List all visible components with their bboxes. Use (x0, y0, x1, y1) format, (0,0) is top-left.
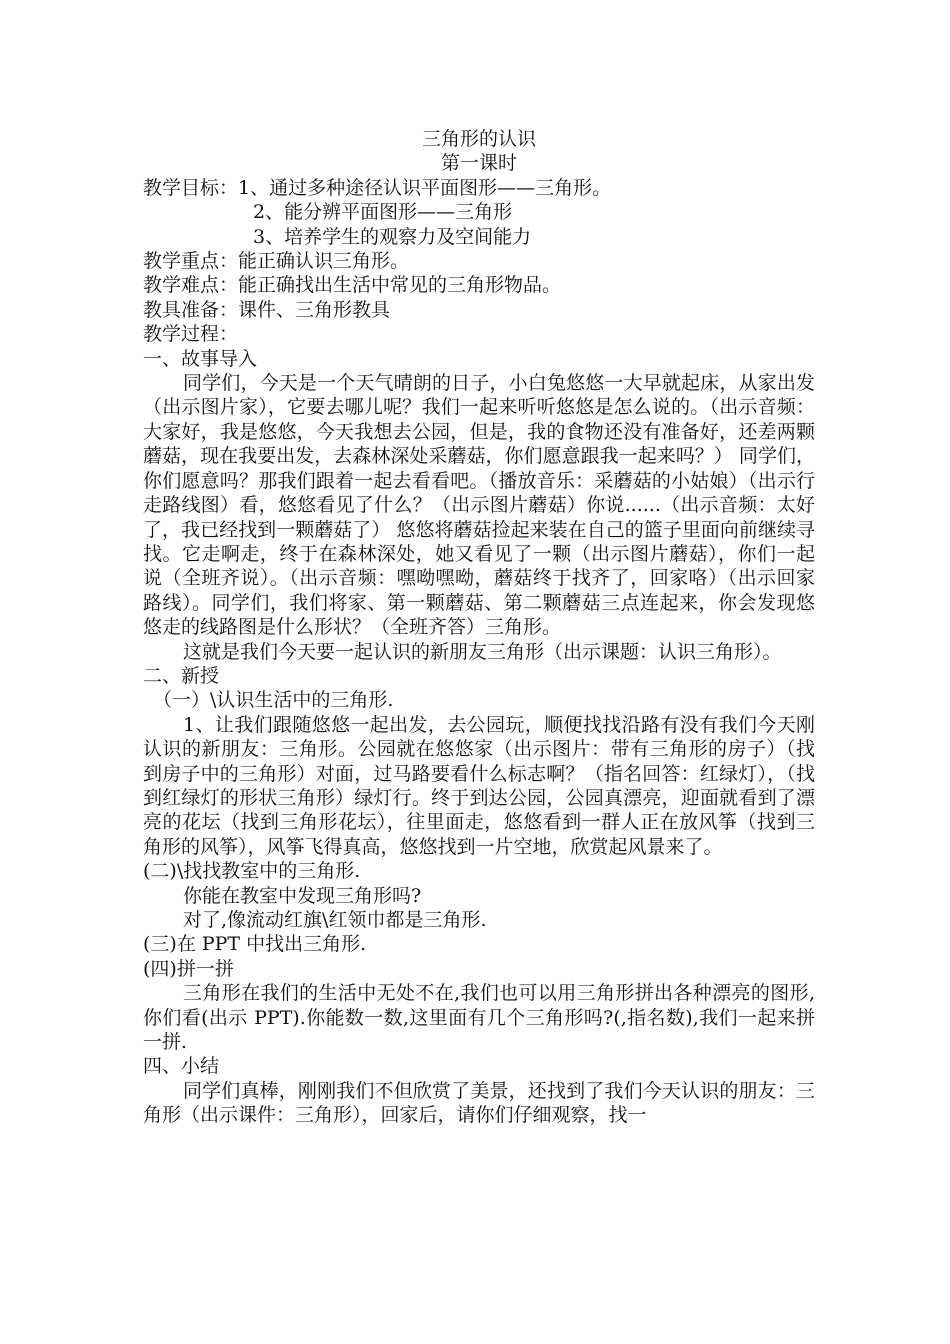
preparation: 教具准备：课件、三角形教具 (143, 298, 391, 321)
objectives-line-1 (143, 176, 815, 200)
subsection-heading: （一）\认识生活中的三角形. (153, 689, 394, 712)
document-subtitle: 第一课时 (440, 152, 517, 175)
paragraph: 对了,像流动红旗\红领巾都是三角形. (183, 909, 487, 931)
paragraph: 1、让我们跟随悠悠一起出发，去公园玩，顺便找找沿路有没有我们今天刚认识的新朋友：三角形。公园就在悠悠家（出示图片：带有三角形的房子）（找到房子中的三角形）对面，过马路要看什么标志啊？（指名回答：红绿灯），（找到红绿灯的形状三角形）绿灯行。终于到达公园，公园真漂亮，迎面就看到了漂亮的花坛（找到三角形花坛），往里面走，悠悠看到一群人正在放风筝（找到三角形的风筝），风筝飞得真高，悠悠找到一片空地，欣赏起风景来了。 (143, 713, 815, 858)
paragraph: 这就是我们今天要一起认识的新朋友三角形（出示课题：认识三角形）。 (183, 640, 782, 663)
objective-item: 1、通过多种途径认识平面图形——三角形。 (238, 176, 612, 199)
section-heading: 一、故事导入 (143, 347, 258, 370)
paragraph: 三角形在我们的生活中无处不在,我们也可以用三角形拼出各种漂亮的图形,你们看(出示 PPT).你能数一数,这里面有几个三角形吗?(,指名数),我们一起来拼一拼. (143, 982, 815, 1054)
section-heading: 四、小结 (143, 1055, 220, 1078)
document-page (143, 127, 815, 1128)
objective-item: 2、能分辨平面图形——三角形 (253, 201, 513, 224)
paragraph: 你能在教室中发现三角形吗? (183, 884, 422, 907)
objectives-label: 教学目标： (143, 176, 239, 199)
objective-item: 3、培养学生的观察力及空间能力 (253, 225, 532, 248)
subsection-heading: (二)\找找教室中的三角形. (143, 860, 361, 883)
section-heading: 二、新授 (143, 664, 220, 687)
subsection-heading: (四)拼一拼 (143, 957, 234, 980)
paragraph: 同学们，今天是一个天气晴朗的日子，小白兔悠悠一大早就起床，从家出发（出示图片家），它要去哪儿呢？我们一起来听听悠悠是怎么说的。（出示音频：大家好，我是悠悠，今天我想去公园，但是，我的食物还没有准备好，还差两颗蘑菇，现在我要出发，去森林深处采蘑菇，你们愿意跟我一起来吗？） 同学们，你们愿意吗？那我们跟着一起去看看吧。（播放音乐：采蘑菇的小姑娘）（出示行走路线图）看，悠悠看见了什么？（出示图片蘑菇）你说......（出示音频：太好了，我已经找到一颗蘑菇了） 悠悠将蘑菇捡起来装在自己的篮子里面向前继续寻找。它走啊走，终于在森林深处，她又看见了一颗（出示图片蘑菇），你们一起说（全班齐说）。（出示音频：嘿呦嘿呦，蘑菇终于找齐了，回家咯）（出示回家路线）。同学们，我们将家、第一颗蘑菇、第二颗蘑菇三点连起来，你会发现悠悠走的线路图是什么形状？（全班齐答）三角形。 (143, 372, 815, 639)
process-label: 教学过程： (143, 323, 239, 346)
paragraph: 同学们真棒，刚刚我们不但欣赏了美景，还找到了我们今天认识的朋友：三角形（出示课件：三角形），回家后，请你们仔细观察，找一 (143, 1079, 815, 1127)
key-point: 教学重点：能正确认识三角形。 (143, 250, 410, 273)
subsection-heading: (三)在 PPT 中找出三角形. (143, 933, 367, 956)
difficulty: 教学难点：能正确找出生活中常见的三角形物品。 (143, 274, 562, 297)
document-title: 三角形的认识 (421, 128, 536, 150)
